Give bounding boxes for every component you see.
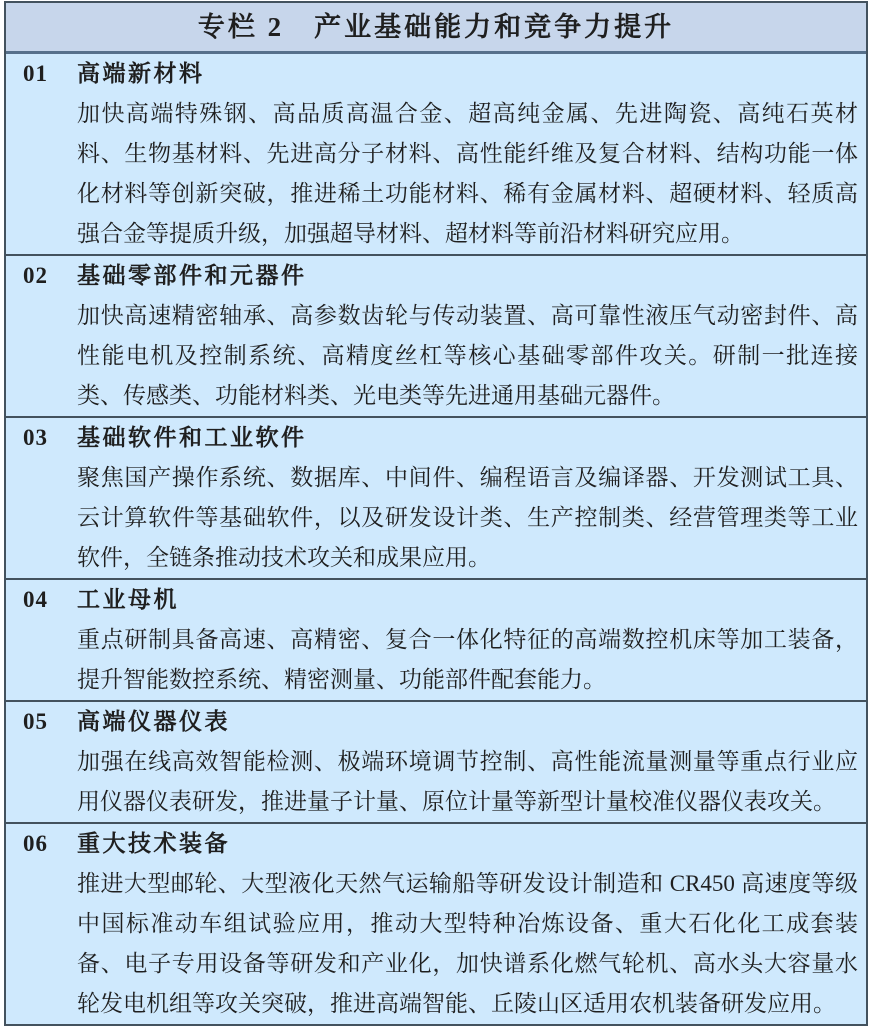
section-title: 基础软件和工业软件 [77, 425, 307, 450]
panel-header [6, 3, 866, 54]
section-body-text: 聚焦国产操作系统、数据库、中间件、编程语言及编译器、开发测试工具、云计算软件等基础软件，以及研发设计类、生产控制类、经营管理类等工业软件，全链条推动技术攻关和成果应用。 [77, 465, 858, 570]
section-number: 03 [23, 425, 48, 450]
panel-section [6, 54, 866, 254]
panel-section [6, 416, 866, 578]
section-heading [6, 702, 866, 742]
section-body-text: 加快高端特殊钢、高品质高温合金、超高纯金属、先进陶瓷、高纯石英材料、生物基材料、先进高分子材料、高性能纤维及复合材料、结构功能一体化材料等创新突破，推进稀土功能材料、稀有金属材料、超硬材料、轻质高强合金等提质升级，加强超导材料、超材料等前沿材料研究应用。 [77, 101, 858, 246]
section-title: 重大技术装备 [77, 831, 230, 856]
section-number: 02 [23, 263, 48, 288]
section-number: 04 [23, 587, 48, 612]
section-heading [6, 580, 866, 620]
section-heading [6, 54, 866, 94]
panel-section [6, 700, 866, 822]
section-title: 基础零部件和元器件 [77, 263, 307, 288]
section-title: 工业母机 [77, 587, 179, 612]
section-body-text: 推进大型邮轮、大型液化天然气运输船等研发设计制造和 CR450 高速度等级中国标准动车组试验应用，推动大型特种冶炼设备、重大石化化工成套装备、电子专用设备等研发和产业化，加快谱系化燃气轮机、高水头大容量水轮发电机组等攻关突破，推进高端智能、丘陵山区适用农机装备研发应用。 [77, 871, 858, 1016]
panel-title: 专栏 2 产业基础能力和竞争力提升 [197, 12, 675, 42]
section-body-text: 加强在线高效智能检测、极端环境调节控制、高性能流量测量等重点行业应用仪器仪表研发，推进量子计量、原位计量等新型计量校准仪器仪表攻关。 [77, 749, 858, 814]
section-number: 01 [23, 61, 48, 86]
section-body-text: 加快高速精密轴承、高参数齿轮与传动装置、高可靠性液压气动密封件、高性能电机及控制系统、高精度丝杠等核心基础零部件攻关。研制一批连接类、传感类、功能材料类、光电类等先进通用基础元器件。 [77, 303, 858, 408]
section-body-text: 重点研制具备高速、高精密、复合一体化特征的高端数控机床等加工装备，提升智能数控系统、精密测量、功能部件配套能力。 [77, 627, 858, 692]
section-number: 05 [23, 709, 48, 734]
section-title: 高端仪器仪表 [77, 709, 230, 734]
panel-section [6, 822, 866, 1024]
spotlight-panel [4, 1, 868, 1026]
section-heading [6, 256, 866, 296]
panel-section [6, 578, 866, 700]
section-heading [6, 824, 866, 864]
section-heading [6, 418, 866, 458]
section-title: 高端新材料 [77, 61, 205, 86]
panel-section [6, 254, 866, 416]
section-number: 06 [23, 831, 48, 856]
